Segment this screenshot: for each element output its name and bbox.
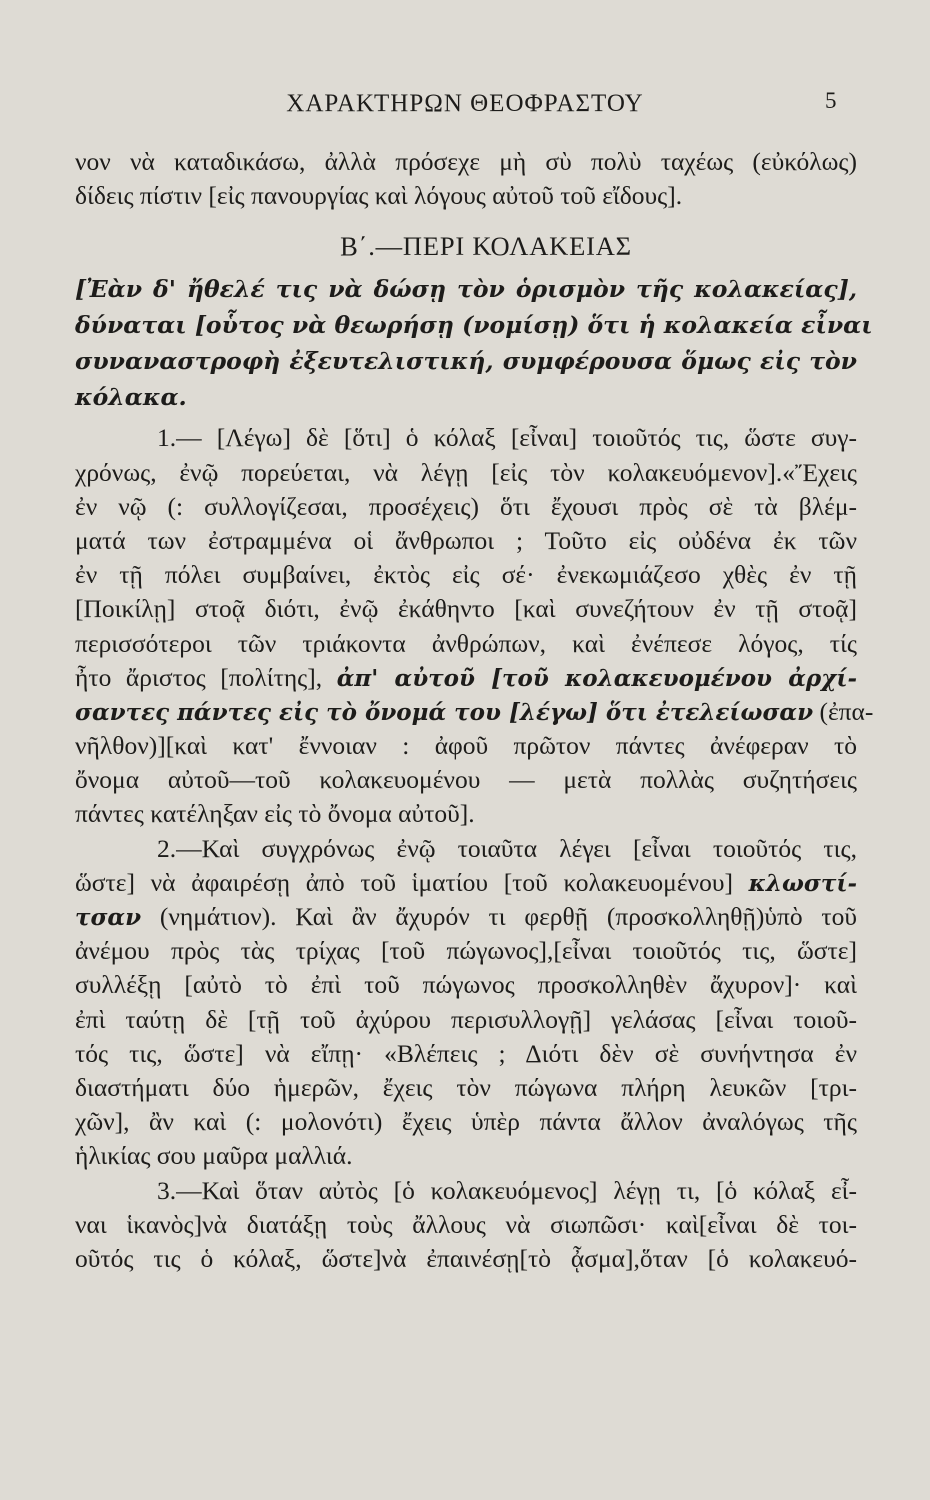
text-line: [Ποικίλῃ] στοᾷ διότι, ἐνῷ ἐκάθηντο [καὶ συνεζήτουν ἐν τῇ στοᾷ] bbox=[75, 594, 857, 624]
text-segment: ἦτο ἄριστος [πολίτης], bbox=[75, 662, 323, 692]
text-line: ματά των ἐστραμμένα οἱ ἄνθρωποι ; Τοῦτο εἰς οὐδένα ἐκ τῶν bbox=[75, 525, 857, 555]
text-line: 1.— [Λέγω] δὲ [ὅτι] ὁ κόλαξ [εἶναι] τοιοῦτός τις, ὥστε συγ- bbox=[157, 423, 857, 453]
paragraph-1 bbox=[75, 421, 874, 831]
text-line bbox=[75, 900, 857, 934]
text-line: ἐν τῇ πόλει συμβαίνει, ἐκτὸς εἰς σέ· ἐνεκωμιάζεσο χθὲς ἐν τῇ bbox=[75, 560, 857, 590]
text-line: χῶν], ἂν καὶ (: μολονότι) ἔχεις ὑπὲρ πάντα ἄλλον ἀναλόγως τῆς bbox=[75, 1107, 857, 1137]
text-line bbox=[75, 695, 874, 729]
text-line: ἡλικίας σου μαῦρα μαλλιά. bbox=[75, 1141, 353, 1171]
emphasized-text: κλωστί- bbox=[748, 869, 857, 897]
text-line: χρόνως, ἐνῷ πορεύεται, νὰ λέγῃ [εἰς τὸν κολακευόμενον].«Ἔχεις bbox=[75, 457, 857, 487]
text-line: δίδεις πίστιν [εἰς πανουργίας καὶ λόγους αὐτοῦ τοῦ εἴδους]. bbox=[75, 181, 683, 211]
intro-definition bbox=[75, 271, 873, 415]
paragraph-2 bbox=[75, 832, 857, 1174]
intro-line: κόλακα. bbox=[75, 383, 187, 412]
text-line: 3.—Καὶ ὅταν αὐτὸς [ὁ κολακευόμενος] λέγῃ τι, [ὁ κόλαξ εἶ- bbox=[157, 1175, 857, 1205]
text-line: ναι ἱκανὸς]νὰ διατάξῃ τοὺς ἄλλους νὰ σιωπῶσι· καὶ[εἶναι δὲ τοι- bbox=[75, 1209, 857, 1239]
text-line: νῆλθον)][καὶ κατ' ἔννοιαν : ἀφοῦ πρῶτον πάντες ἀνέφεραν τὸ bbox=[75, 731, 857, 761]
text-line bbox=[75, 661, 857, 695]
text-line: ἀνέμου πρὸς τὰς τρίχας [τοῦ πώγωνος],[εἶναι τοιοῦτός τις, ὥστε] bbox=[75, 936, 857, 966]
text-line: συλλέξῃ [αὐτὸ τὸ ἐπὶ τοῦ πώγωνος προσκολληθὲν ἄχυρον]· καὶ bbox=[75, 970, 857, 1000]
text-line: ἐν νῷ (: συλλογίζεσαι, προσέχεις) ὅτι ἔχουσι πρὸς σὲ τὰ βλέμ- bbox=[75, 491, 857, 521]
paragraph-3 bbox=[75, 1174, 857, 1277]
text-segment: (ἐπα- bbox=[819, 696, 874, 726]
text-line: νον νὰ καταδικάσω, ἀλλὰ πρόσεχε μὴ σὺ πολὺ ταχέως (εὐκόλως) bbox=[75, 147, 857, 176]
text-line: πάντες κατέληξαν εἰς τὸ ὄνομα αὐτοῦ]. bbox=[75, 799, 475, 829]
text-segment: ὥστε] νὰ ἀφαιρέσῃ ἀπὸ τοῦ ἱματίου [τοῦ κολακευομένου] bbox=[75, 867, 733, 897]
section-heading: Β΄.—ΠΕΡΙ ΚΟΛΑΚΕΙΑΣ bbox=[340, 231, 632, 262]
text-line: 2.—Καὶ συγχρόνως ἐνῷ τοιαῦτα λέγει [εἶναι τοιοῦτός τις, bbox=[157, 833, 857, 863]
text-line: ἐπὶ ταύτῃ δὲ [τῇ τοῦ ἀχύρου περισυλλογῇ] γελάσας [εἶναι τοιοῦ- bbox=[75, 1004, 857, 1034]
text-block bbox=[75, 145, 874, 1276]
text-line: οῦτός τις ὁ κόλαξ, ὥστε]νὰ ἐπαινέσῃ[τὸ ᾆσμα],ὅταν [ὁ κολακευό- bbox=[75, 1243, 857, 1273]
emphasized-text: ἀπ' αὐτοῦ [τοῦ κολακευομένου ἀρχί- bbox=[336, 664, 858, 692]
text-line bbox=[75, 866, 857, 900]
page-number: 5 bbox=[825, 88, 837, 113]
intro-line: δύναται [οὗτος νὰ θεωρήσῃ (νομίσῃ) ὅτι ἡ κολακεία εἶναι bbox=[75, 311, 873, 340]
intro-line: [Ἐὰν δ' ἤθελέ τις νὰ δώσῃ τὸν ὁρισμὸν τῆς κολακείας], bbox=[75, 275, 857, 304]
text-segment: (νημάτιον). Καὶ ἂν ἄχυρόν τι φερθῇ (προσκολληθῇ)ὑπὸ τοῦ bbox=[159, 902, 857, 931]
text-line: διαστήματι δύο ἡμερῶν, ἔχεις τὸν πώγωνα πλήρη λευκῶν [τρι- bbox=[75, 1072, 857, 1102]
text-line: τός τις, ὥστε] νὰ εἴπῃ· «Βλέπεις ; Διότι δὲν σὲ συνήντησα ἐν bbox=[75, 1038, 857, 1068]
text-line: περισσότεροι τῶν τριάκοντα ἀνθρώπων, καὶ ἐνέπεσε λόγος, τίς bbox=[75, 628, 857, 658]
text-line: ὄνομα αὐτοῦ—τοῦ κολακευομένου — μετὰ πολλὰς συζητήσεις bbox=[75, 765, 857, 795]
intro-line: συναναστροφὴ ἐξευτελιστική, συμφέρουσα ὅμως εἰς τὸν bbox=[75, 347, 857, 376]
emphasized-text: τσαν bbox=[75, 904, 142, 931]
running-head-title: ΧΑΡΑΚΤΗΡΩΝ ΘΕΟΦΡΑΣΤΟΥ bbox=[286, 90, 644, 117]
emphasized-text: σαντες πάντες εἰς τὸ ὄνομά του [λέγω] ὅτι ἐτελείωσαν bbox=[75, 698, 814, 726]
